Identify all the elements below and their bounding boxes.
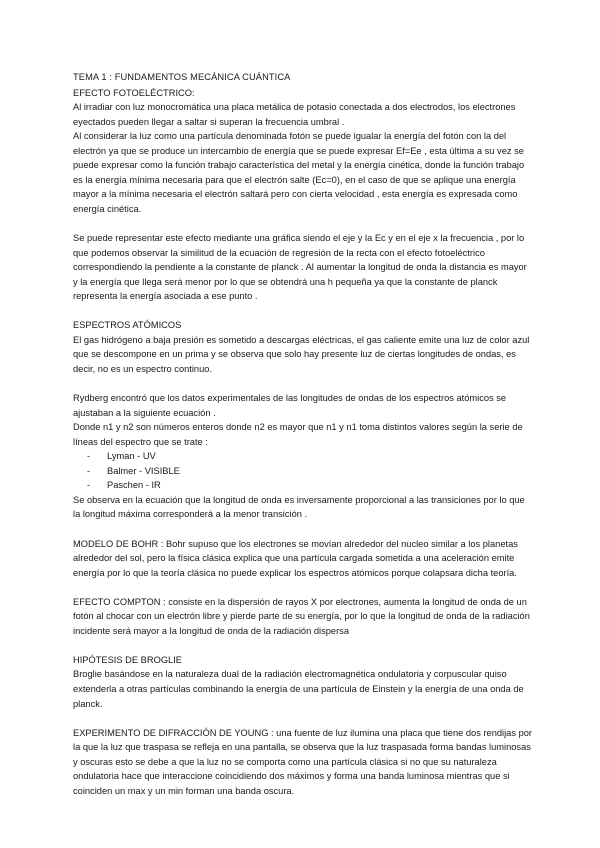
paragraph-fotoelectrico-2: Al considerar la luz como una partícula denominada fotón se puede igualar la energía del fotón con la del electrón ya que se produce un intercambio de energía que se puede expresar Ef=Ee , esta última a su vez se puede expresar como la función trabajo característica del metal y la energía cinética, donde la función trabajo es la energía mínima necesaria para que el electrón salte (Ec=0), en el caso de que se aplique una energía mayor a la mínima necesaria el electrón saltará pero con cierta velocidad , esta energía es expresada como energía cinética. (73, 131, 525, 214)
heading-efecto-fotoelectrico: EFECTO FOTOELÉCTRICO: (73, 87, 195, 98)
list-bullet: - (87, 451, 91, 462)
paragraph-espectros-2: Rydberg encontró que los datos experimentales de las longitudes de ondas de los espectros atómicos se ajustaban a la siguiente ecuación . (73, 393, 507, 418)
list-item (87, 464, 533, 479)
list-bullet: - (87, 480, 91, 491)
heading-hipotesis-broglie: HIPÓTESIS DE BROGLIE (73, 654, 183, 665)
paragraph-fotoelectrico-3: Se puede representar este efecto mediante una gráfica siendo el eje y la Ec y en el eje x la frecuencia , por lo que podemos observar la similitud de la ecuación de regresión de la recta con el efecto fotoeléctrico correspondiendo la pendiente a la constante de planck . Al aumentar la longitud de onda la distancia es mayor y la energía que llega será menor por lo que se obtendrá una h pequeña ya que la constante de planck representa la energía asociada a ese punto . (73, 233, 527, 302)
paragraph-espectros-3: Donde n1 y n2 son números enteros donde n2 es mayor que n1 y n1 toma distintos valores según la serie de líneas del espectro que se trate : (73, 422, 523, 447)
list-bullet: - (87, 465, 91, 476)
paragraph-fotoelectrico-1: Al irradiar con luz monocromática una placa metálica de potasio conectada a dos electrodos, los electrones eyectados pueden llegar a saltar si superan la frecuencia umbral . (73, 102, 516, 127)
paragraph-broglie: Broglie basándose en la naturaleza dual de la radiación electromagnética ondulatoria y corpuscular quiso extenderla a otras partículas combinando la energía de una partícula de Einstein y la energía de una onda de planck. (73, 669, 524, 709)
document-title: TEMA 1 : FUNDAMENTOS MECÁNICA CUÁNTICA (73, 72, 291, 82)
list-item-label: Paschen - IR (107, 480, 161, 491)
paragraph-modelo-bohr: MODELO DE BOHR : Bohr supuso que los electrones se movían alrededor del nucleo similar a los planetas alrededor del sol, pero la física clásica explica que una partícula cargada sometida a una aceleración emite energía por lo que la teoría clásica no puede explicar los espectros atómicos porque colapsara dicha teoría. (73, 538, 518, 578)
paragraph-spacer (73, 304, 533, 319)
document-body (73, 70, 533, 798)
paragraph-spacer (73, 638, 533, 653)
paragraph-efecto-compton: EFECTO COMPTON : consiste en la dispersión de rayos X por electrones, aumenta la longitud de onda de un fotón al chocar con un electrón libre y pierde parte de su energía, por lo que la longitud de onda de la radiación incidente será mayor a la longitud de onda de la radiación dispersa (73, 596, 530, 636)
spectral-series-list (73, 449, 533, 493)
list-item (87, 449, 533, 464)
list-item-label: Lyman - UV (107, 451, 156, 462)
paragraph-spacer (73, 522, 533, 537)
paragraph-espectros-4: Se observa en la ecuación que la longitud de onda es inversamente proporcional a las transiciones por lo que la longitud máxima corresponderá a la menor transición . (73, 494, 525, 520)
paragraph-spacer (73, 216, 533, 231)
heading-espectros-atomicos: ESPECTROS ATÓMICOS (73, 320, 182, 331)
list-item-label: Balmer - VISIBLE (107, 465, 180, 476)
paragraph-espectros-1: El gas hidrógeno a baja presión es sometido a descargas eléctricas, el gas caliente emite una luz de color azul que se descompone en un prima y se observa que solo hay presente luz de ciertas longitudes de ondas, es decir, no es un espectro continuo. (73, 334, 530, 374)
paragraph-spacer (73, 580, 533, 595)
list-item (87, 478, 533, 493)
paragraph-spacer (73, 711, 533, 726)
paragraph-experimento-young: EXPERIMENTO DE DIFRACCIÓN DE YOUNG : una fuente de luz ilumina una placa que tiene dos rendijas por la que la luz que traspasa se refleja en una pantalla, se observa que la luz traspasada forma bandas luminosas y oscuras esto se debe a que la luz no se comporta como una partícula clásica si no que su naturaleza ondulatoria hace que interaccione coincidiendo dos máximos y forma una banda luminosa mientras que si coinciden un max y un min forman una banda oscura. (73, 727, 533, 796)
paragraph-spacer (73, 376, 533, 391)
